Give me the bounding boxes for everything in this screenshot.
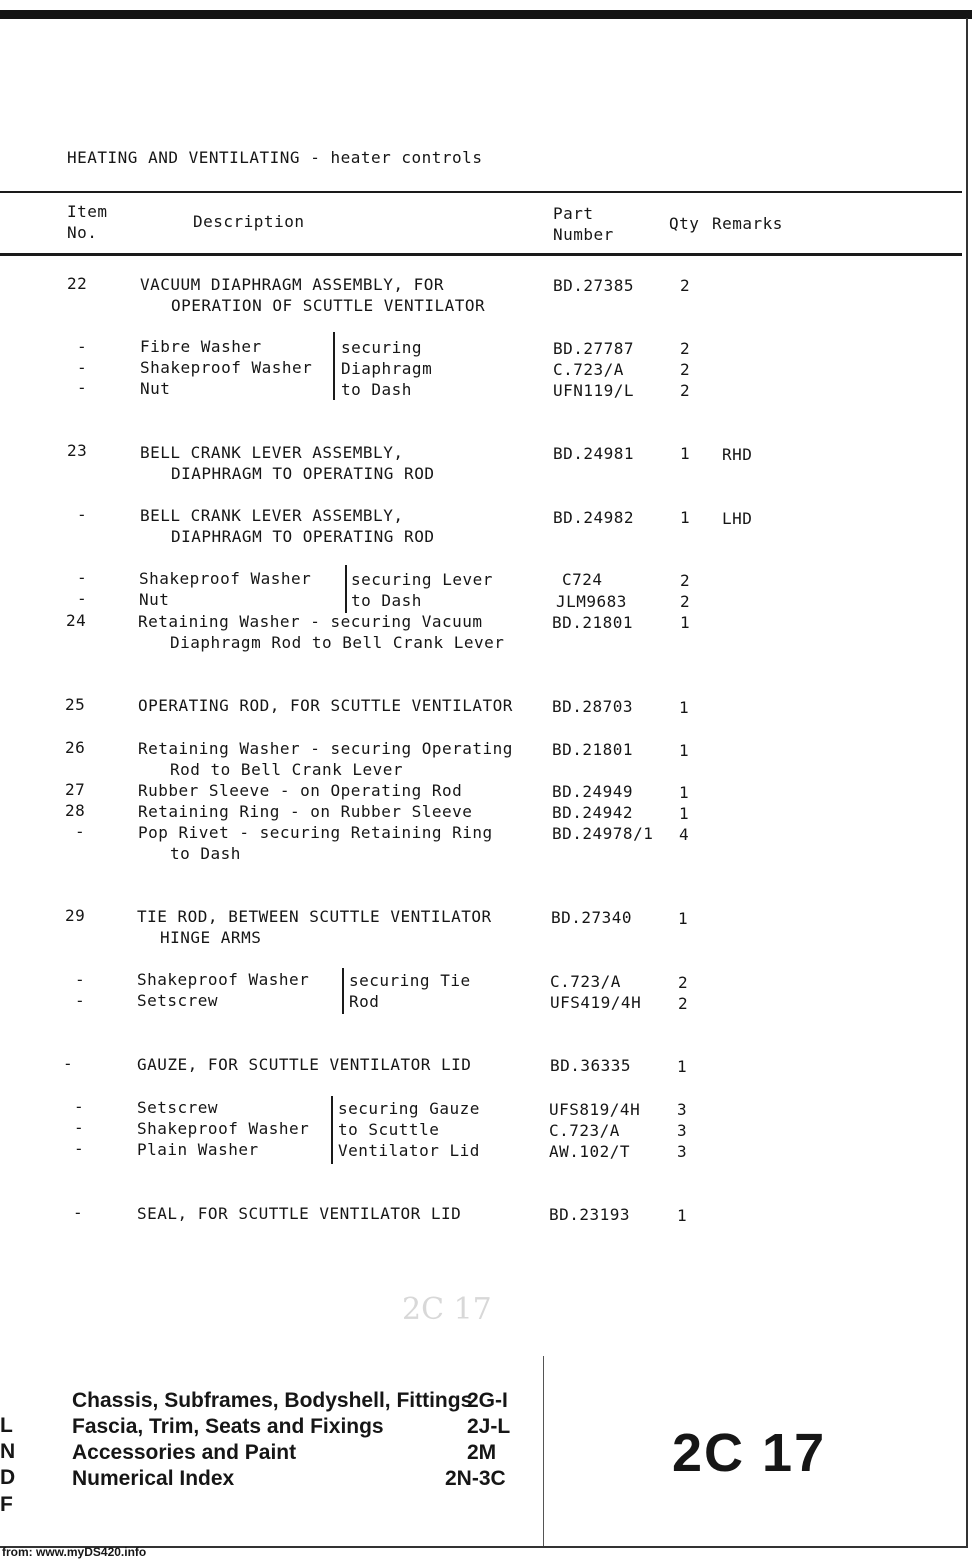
header-item [67,201,108,243]
row-part: C.723/A [550,972,621,991]
row-24-desc-line2: Diaphragm Rod to Bell Crank Lever [170,633,505,652]
row-note: securing Tie [349,971,471,990]
row-27-qty: 1 [679,783,690,802]
row-part: C.723/A [549,1121,620,1140]
row-desc-line2: DIAPHRAGM TO OPERATING ROD [171,527,435,546]
row-part: UFS419/4H [550,993,642,1012]
row-qty: 2 [680,571,691,590]
row-qty: 2 [680,339,691,358]
row-25-qty: 1 [679,698,690,717]
row-qty: 2 [680,360,691,379]
row-part: BD.23193 [549,1205,631,1224]
row-29-part: BD.27340 [551,908,633,927]
row-item: - [74,1118,85,1137]
row-item: - [73,1203,84,1222]
row-27-item: 27 [65,780,86,799]
row-23-qty: 1 [680,444,691,463]
row-item: - [74,1097,85,1116]
row-desc-line1: Pop Rivet - securing Retaining Ring [138,823,493,842]
row-24-part: BD.21801 [552,613,634,632]
row-note: Rod [349,992,380,1011]
footer-index-code: 2N-3C [445,1467,506,1490]
row-desc: Shakeproof Washer [140,358,313,377]
row-24-desc-line1: Retaining Washer - securing Vacuum [138,612,483,631]
edge-letter: D [0,1466,16,1489]
footer-index-item-1 [72,1389,532,1413]
header-rule-top [0,191,962,193]
footer-index-label: Numerical Index [72,1467,235,1490]
row-28-qty: 1 [679,804,690,823]
row-24-item: 24 [66,611,87,630]
row-part: UFS819/4H [549,1100,641,1119]
row-26-desc-line1: Retaining Washer - securing Operating [138,739,513,758]
footer-divider [543,1356,544,1548]
footer-index-code: 2G-I [467,1389,508,1412]
row-remarks: LHD [722,509,753,528]
row-qty: 1 [677,1206,688,1225]
row-25-item: 25 [65,695,86,714]
footer-index-item-2 [72,1415,532,1439]
bracket-bar [342,968,344,1014]
footer-index-item-4 [72,1467,532,1491]
row-part: JLM9683 [556,592,627,611]
row-desc: Setscrew [137,991,219,1010]
row-qty: 3 [677,1142,688,1161]
row-desc: Nut [139,590,170,609]
row-note: to Scuttle [338,1120,440,1139]
edge-letter: N [0,1440,16,1463]
row-desc: GAUZE, FOR SCUTTLE VENTILATOR LID [137,1055,472,1074]
row-24-qty: 1 [680,613,691,632]
row-note: securing Lever [351,570,493,589]
edge-letter: F [0,1493,13,1516]
right-edge-line [966,18,968,1548]
footer-index-label: Accessories and Paint [72,1441,297,1464]
row-qty: 1 [677,1057,688,1076]
row-item: - [77,378,88,397]
footer-index-code: 2M [467,1441,497,1464]
row-qty: 2 [678,973,689,992]
row-28-item: 28 [65,801,86,820]
row-item: - [74,1139,85,1158]
footer-index-code: 2J-L [467,1415,511,1438]
row-note: securing Gauze [338,1099,480,1118]
footer-index-label: Fascia, Trim, Seats and Fixings [72,1415,384,1438]
footer-index-label: Chassis, Subframes, Bodyshell, Fittings [72,1389,473,1412]
row-desc: Shakeproof Washer [139,569,312,588]
row-note: Ventilator Lid [338,1141,480,1160]
row-item: - [77,568,88,587]
row-28-part: BD.24942 [552,803,634,822]
row-23-remarks: RHD [722,445,753,464]
row-qty: 4 [679,825,690,844]
row-desc: Setscrew [137,1098,219,1117]
row-23-desc-line2: DIAPHRAGM TO OPERATING ROD [171,464,435,483]
header-qty: Qty [669,214,700,233]
header-rule-bottom [0,253,962,256]
row-item: - [77,337,88,356]
row-29-desc-line1: TIE ROD, BETWEEN SCUTTLE VENTILATOR [137,907,492,926]
edge-letter: L [0,1414,13,1437]
row-part: C724 [562,570,603,589]
bracket-bar [333,332,335,400]
row-item: - [75,822,86,841]
row-qty: 1 [680,508,691,527]
row-qty: 2 [680,592,691,611]
row-26-part: BD.21801 [552,740,634,759]
row-desc-line1: BELL CRANK LEVER ASSEMBLY, [140,506,404,525]
row-27-desc: Rubber Sleeve - on Operating Rod [138,781,463,800]
header-part [553,203,614,245]
row-desc: Nut [140,379,171,398]
row-item: - [77,358,88,377]
header-remarks: Remarks [712,214,783,233]
row-note: Diaphragm [341,359,433,378]
row-22-item: 22 [67,274,88,293]
row-25-part: BD.28703 [552,697,634,716]
row-desc: Shakeproof Washer [137,1119,310,1138]
page-title: HEATING AND VENTILATING - heater controls [67,148,483,167]
header-description: Description [193,212,305,231]
row-22-desc-line2: OPERATION OF SCUTTLE VENTILATOR [171,296,486,315]
row-23-part: BD.24981 [553,444,635,463]
row-note: to Dash [341,380,412,399]
row-part: C.723/A [553,360,624,379]
row-desc: Shakeproof Washer [137,970,310,989]
row-part: UFN119/L [553,381,635,400]
row-part: BD.24982 [553,508,635,527]
row-note: to Dash [351,591,422,610]
header-part-line2: Number [553,225,614,244]
row-desc: SEAL, FOR SCUTTLE VENTILATOR LID [137,1204,462,1223]
header-part-line1: Part [553,204,594,223]
top-border [0,10,972,19]
faint-page-mark: 2C 17 [402,1292,492,1327]
row-qty: 2 [680,381,691,400]
row-item: - [75,991,86,1010]
header-item-line1: Item [67,202,108,221]
row-22-desc-line1: VACUUM DIAPHRAGM ASSEMBLY, FOR [140,275,444,294]
row-desc: Fibre Washer [140,337,262,356]
row-27-part: BD.24949 [552,782,634,801]
row-26-desc-line2: Rod to Bell Crank Lever [170,760,404,779]
row-item: - [77,589,88,608]
row-qty: 3 [677,1121,688,1140]
row-29-desc-line2: HINGE ARMS [160,928,262,947]
row-part: AW.102/T [549,1142,631,1161]
row-qty: 2 [678,994,689,1013]
row-26-item: 26 [65,738,86,757]
row-29-qty: 1 [678,909,689,928]
footer-index-item-3 [72,1441,532,1465]
row-item: - [77,505,88,524]
source-url: from: www.myDS420.info [2,1545,147,1559]
row-item: - [75,970,86,989]
row-29-item: 29 [65,906,86,925]
row-part: BD.27787 [553,339,635,358]
row-22-qty: 2 [680,276,691,295]
row-desc: Plain Washer [137,1140,259,1159]
row-23-desc-line1: BELL CRANK LEVER ASSEMBLY, [140,443,404,462]
row-25-desc: OPERATING ROD, FOR SCUTTLE VENTILATOR [138,696,513,715]
row-26-qty: 1 [679,741,690,760]
row-part: BD.36335 [550,1056,632,1075]
row-part: BD.24978/1 [552,824,654,843]
row-28-desc: Retaining Ring - on Rubber Sleeve [138,802,473,821]
row-22-part: BD.27385 [553,276,635,295]
row-desc-line2: to Dash [170,844,241,863]
row-item: - [63,1054,74,1073]
bracket-bar [331,1096,333,1164]
header-item-line2: No. [67,223,98,242]
bracket-bar [345,565,347,613]
page-code: 2C 17 [672,1423,827,1483]
row-23-item: 23 [67,441,88,460]
row-note: securing [341,338,423,357]
row-qty: 3 [677,1100,688,1119]
